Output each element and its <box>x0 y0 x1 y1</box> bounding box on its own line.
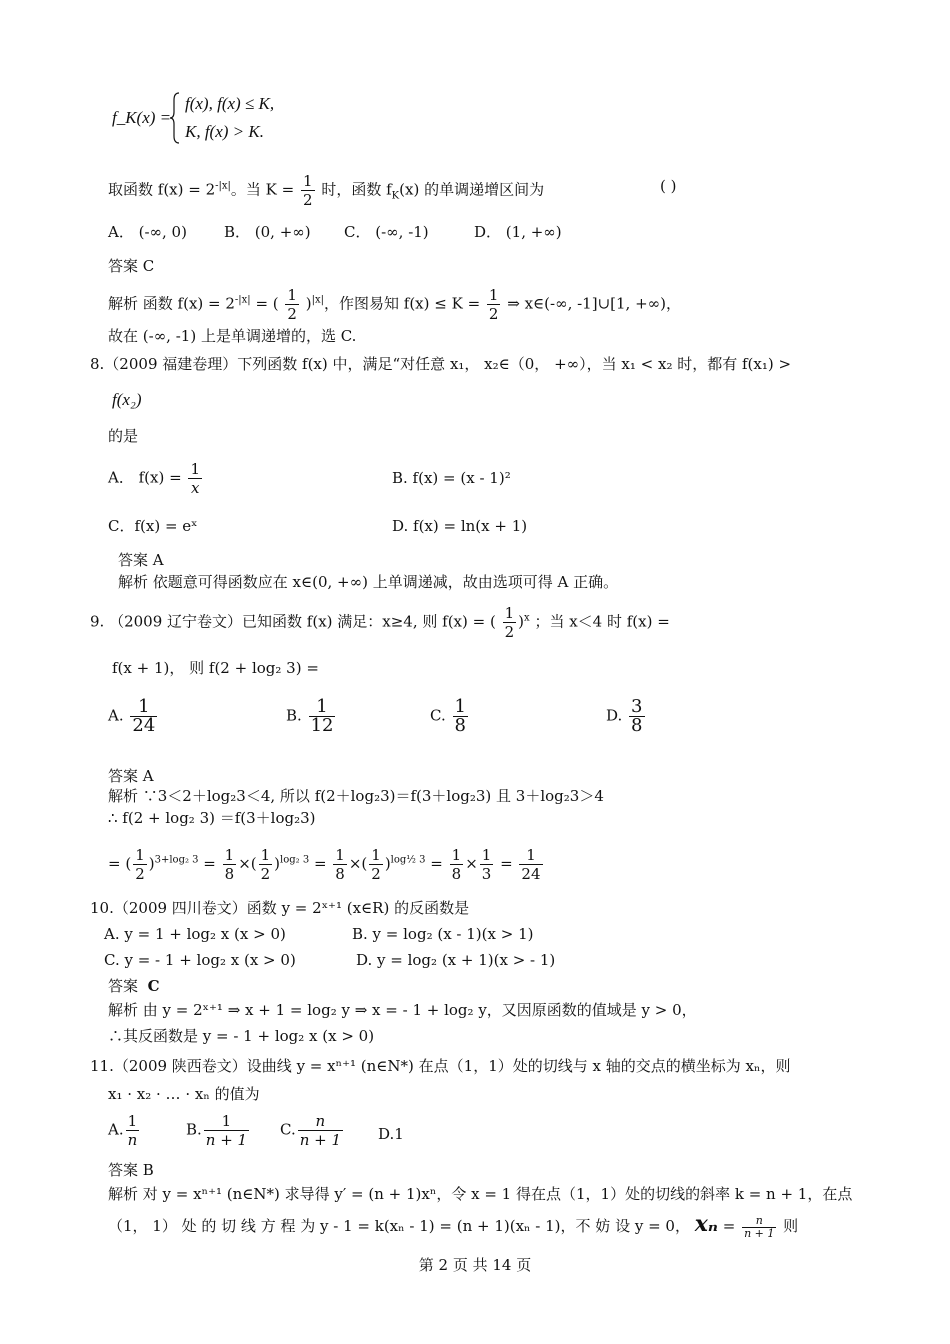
q8-analysis: 解析 依题意可得函数应在 x∈(0, +∞) 上单调递减，故由选项可得 A 正确。 <box>118 573 619 591</box>
q11-option-b: B. $\frac{1}{n + 1}$ <box>186 1112 248 1149</box>
q10-analysis-2: ∴其反函数是 y = - 1 + log₂ x (x > 0) <box>108 1027 375 1045</box>
q8-stem: 8.（2009 福建卷理）下列函数 f(x) 中，满足“对任意 x₁， x₂∈（0， +∞），当 x₁ < x₂ 时，都有 f(x₁) > <box>90 355 792 373</box>
q9-analysis-1: 解析 ∵3＜2＋log₂3＜4, 所以 f(2＋log₂3)＝f(3＋log₂3) 且 3＋log₂3＞4 <box>108 787 604 805</box>
q11-option-a: A. $\frac{1}{n}$ <box>108 1112 138 1149</box>
q9-option-c: C. $\frac{1}{8}$ <box>430 696 466 736</box>
q8-stem-end: 的是 <box>108 427 139 445</box>
piecewise-case1: f(x), f(x) ≤ K, <box>185 94 275 113</box>
q9-option-d: D. $\frac{3}{8}$ <box>606 696 643 736</box>
q9-stem: 9. （2009 辽宁卷文）已知函数 f(x) 满足：x≥4, 则 f(x) = ( $\frac{1}{2}$ )$^x$ ；当 x＜4 时 f(x) = <box>90 604 670 641</box>
q10-stem: 10.（2009 四川卷文）函数 y = 2ˣ⁺¹ (x∈R) 的反函数是 <box>90 899 470 917</box>
q10-option-d: D. y = log₂ (x + 1)(x > - 1) <box>356 951 556 969</box>
q10-answer: 答案 C <box>108 977 160 995</box>
q10-option-b: B. y = log₂ (x - 1)(x > 1) <box>352 925 534 943</box>
q11-stem: 11.（2009 陕西卷文）设曲线 y = xⁿ⁺¹ (n∈N*) 在点（1，1）处的切线与 x 轴的交点的横坐标为 xₙ，则 <box>90 1057 791 1075</box>
q7-option-b: B． (0, +∞) <box>224 223 311 241</box>
q11-option-d: D.1 <box>378 1125 404 1143</box>
q7-stem: 取函数 $f(x) = 2^{-|x|}$。当 K = $\frac{1}{2}$ 时，函数 $f_K(x)$ 的单调递增区间为 <box>108 172 545 209</box>
q11-analysis-2: （1， 1） 处 的 切 线 方 程 为 y - 1 = k(xₙ - 1) = (n + 1)(xₙ - 1)，不 妨 设 y = 0， xₙ = $\frac{n}{n + 1}$ 则 <box>108 1211 799 1240</box>
piecewise-case2: K, f(x) > K. <box>185 122 264 141</box>
q7-option-d: D． (1, +∞) <box>474 223 562 241</box>
q11-analysis-1: 解析 对 y = xⁿ⁺¹ (n∈N*) 求导得 y′ = (n + 1)xⁿ，令 x = 1 得在点（1，1）处的切线的斜率 k = n + 1，在点 <box>108 1185 853 1203</box>
q11-stem-cont: x₁ · x₂ · … · xₙ 的值为 <box>108 1085 260 1103</box>
q8-option-d: D. f(x) = ln(x + 1) <box>392 517 528 535</box>
q8-answer: 答案 A <box>118 551 164 569</box>
q7-paren: ( ) <box>660 177 677 195</box>
q10-option-c: C. y = - 1 + log₂ x (x > 0) <box>104 951 296 969</box>
left-brace-icon <box>170 92 180 144</box>
q8-option-a: A． f(x) = $\frac{1}{x}$ <box>108 460 200 497</box>
piecewise-lhs: f_K(x) = <box>112 108 172 127</box>
q11-option-c: C. $\frac{n}{n + 1}$ <box>280 1112 342 1149</box>
q7-analysis-conclusion: 故在 (-∞, -1) 上是单调递增的，选 C. <box>108 327 357 345</box>
q8-option-c: C．f(x) = eˣ <box>108 517 198 535</box>
q11-answer: 答案 B <box>108 1161 154 1179</box>
q9-option-b: B. $\frac{1}{12}$ <box>286 696 334 736</box>
q8-stem-cont: f(x₂) <box>112 390 142 409</box>
q10-analysis-1: 解析 由 y = 2ˣ⁺¹ ⇒ x + 1 = log₂ y ⇒ x = - 1 + log₂ y，又因原函数的值域是 y > 0， <box>108 1001 697 1019</box>
q9-option-a: A. $\frac{1}{24}$ <box>108 696 156 736</box>
q9-analysis-chain: = ( $\frac{1}{2}$ )$^{3+log_2 3}$ = $\frac{1}{8}$ ×( $\frac{1}{2}$ )$^{log_2 3}$ = $\frac{1}{8}$ ×( $\frac{1}{2}$ )$^{log\frac{1}{2} 3}$ = $\frac{1}{8}$ × $\frac{1}{3}$ = $\frac{1}{24}$ <box>108 846 541 883</box>
q7-option-a: A． (-∞, 0) <box>108 223 187 241</box>
q9-stem-cont: f(x + 1)， 则 f(2 + log₂ 3) = <box>112 659 319 677</box>
q8-option-b: B. f(x) = (x - 1)² <box>392 469 511 487</box>
q9-analysis-2: ∴ f(2 + log₂ 3) ＝f(3＋log₂3) <box>108 809 316 827</box>
q10-option-a: A. y = 1 + log₂ x (x > 0) <box>104 925 286 943</box>
q9-answer: 答案 A <box>108 767 154 785</box>
q7-analysis: 解析 函数 $f(x) = 2^{-|x|}$ = ( $\frac{1}{2}$ )$^{|x|}$，作图易知 f(x) ≤ K = $\frac{1}{2}$ ⇒ x∈(-∞, -1]∪[1, +∞)， <box>108 286 681 323</box>
page-footer: 第 2 页 共 14 页 <box>418 1256 532 1274</box>
q7-option-c: C． (-∞, -1) <box>344 223 429 241</box>
q7-answer: 答案 C <box>108 257 155 275</box>
